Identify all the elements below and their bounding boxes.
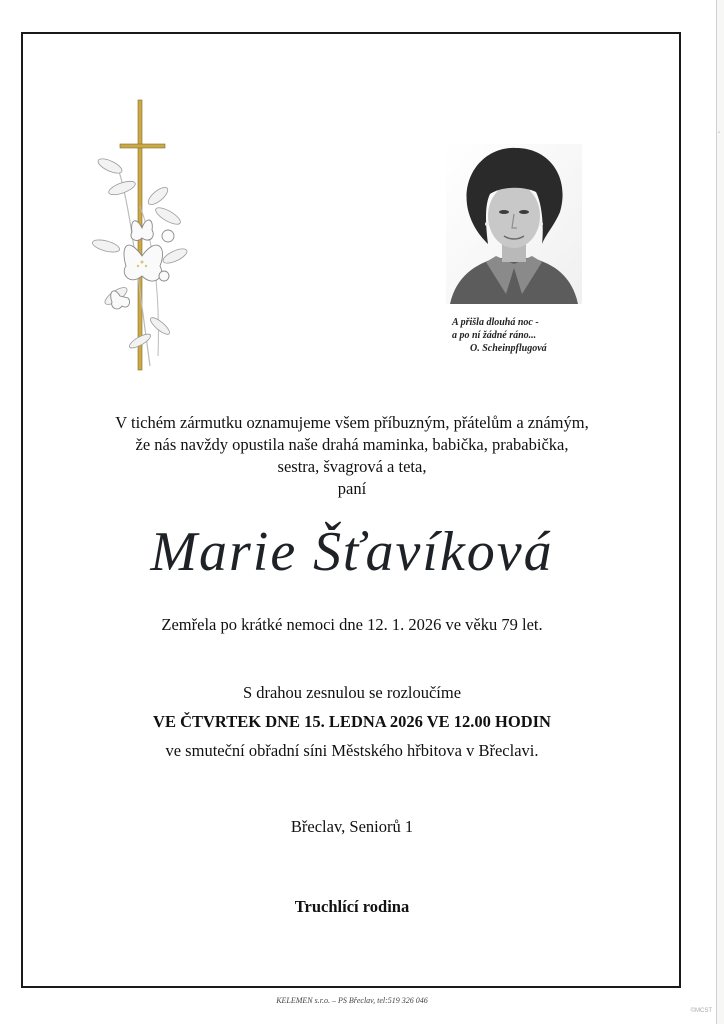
scan-mark: ▪ bbox=[717, 130, 720, 136]
announcement bbox=[40, 412, 664, 500]
funeral-place: ve smuteční obřadní síni Městského hřbitova v Břeclavi. bbox=[165, 741, 539, 760]
deceased-name: Marie Šťavíková bbox=[150, 521, 554, 583]
address: Břeclav, Seniorů 1 bbox=[290, 817, 414, 836]
death-notice: Zemřela po krátké nemoci dne 12. 1. 2026 ve věku 79 let. bbox=[161, 615, 543, 634]
funeral-info bbox=[40, 682, 664, 762]
cross-with-lilies-icon bbox=[80, 96, 195, 376]
announcement-line-4: paní bbox=[337, 479, 367, 498]
funeral-datetime: VE ČTVRTEK DNE 15. LEDNA 2026 VE 12.00 HODIN bbox=[153, 712, 551, 731]
footer-publisher: KELEMEN s.r.o. – PS Břeclav, tel:519 326 046 bbox=[276, 996, 428, 1005]
announcement-line-3: sestra, švagrová a teta, bbox=[277, 457, 427, 476]
announcement-line-2: že nás navždy opustila naše drahá maminka, babička, prababička, bbox=[135, 435, 569, 454]
announcement-line-1: V tichém zármutku oznamujeme všem příbuzným, přátelům a známým, bbox=[115, 413, 589, 432]
stamp: ©MCST bbox=[690, 1008, 712, 1014]
signature: Truchlící rodina bbox=[294, 897, 410, 916]
quote bbox=[452, 316, 582, 355]
funeral-intro: S drahou zesnulou se rozloučíme bbox=[242, 683, 462, 702]
portrait-photo bbox=[446, 144, 582, 304]
quote-line-1: A přišla dlouhá noc - bbox=[452, 317, 539, 328]
quote-line-2: a po ní žádné ráno... bbox=[452, 330, 537, 341]
quote-author: O. Scheinpflugová bbox=[470, 343, 547, 354]
